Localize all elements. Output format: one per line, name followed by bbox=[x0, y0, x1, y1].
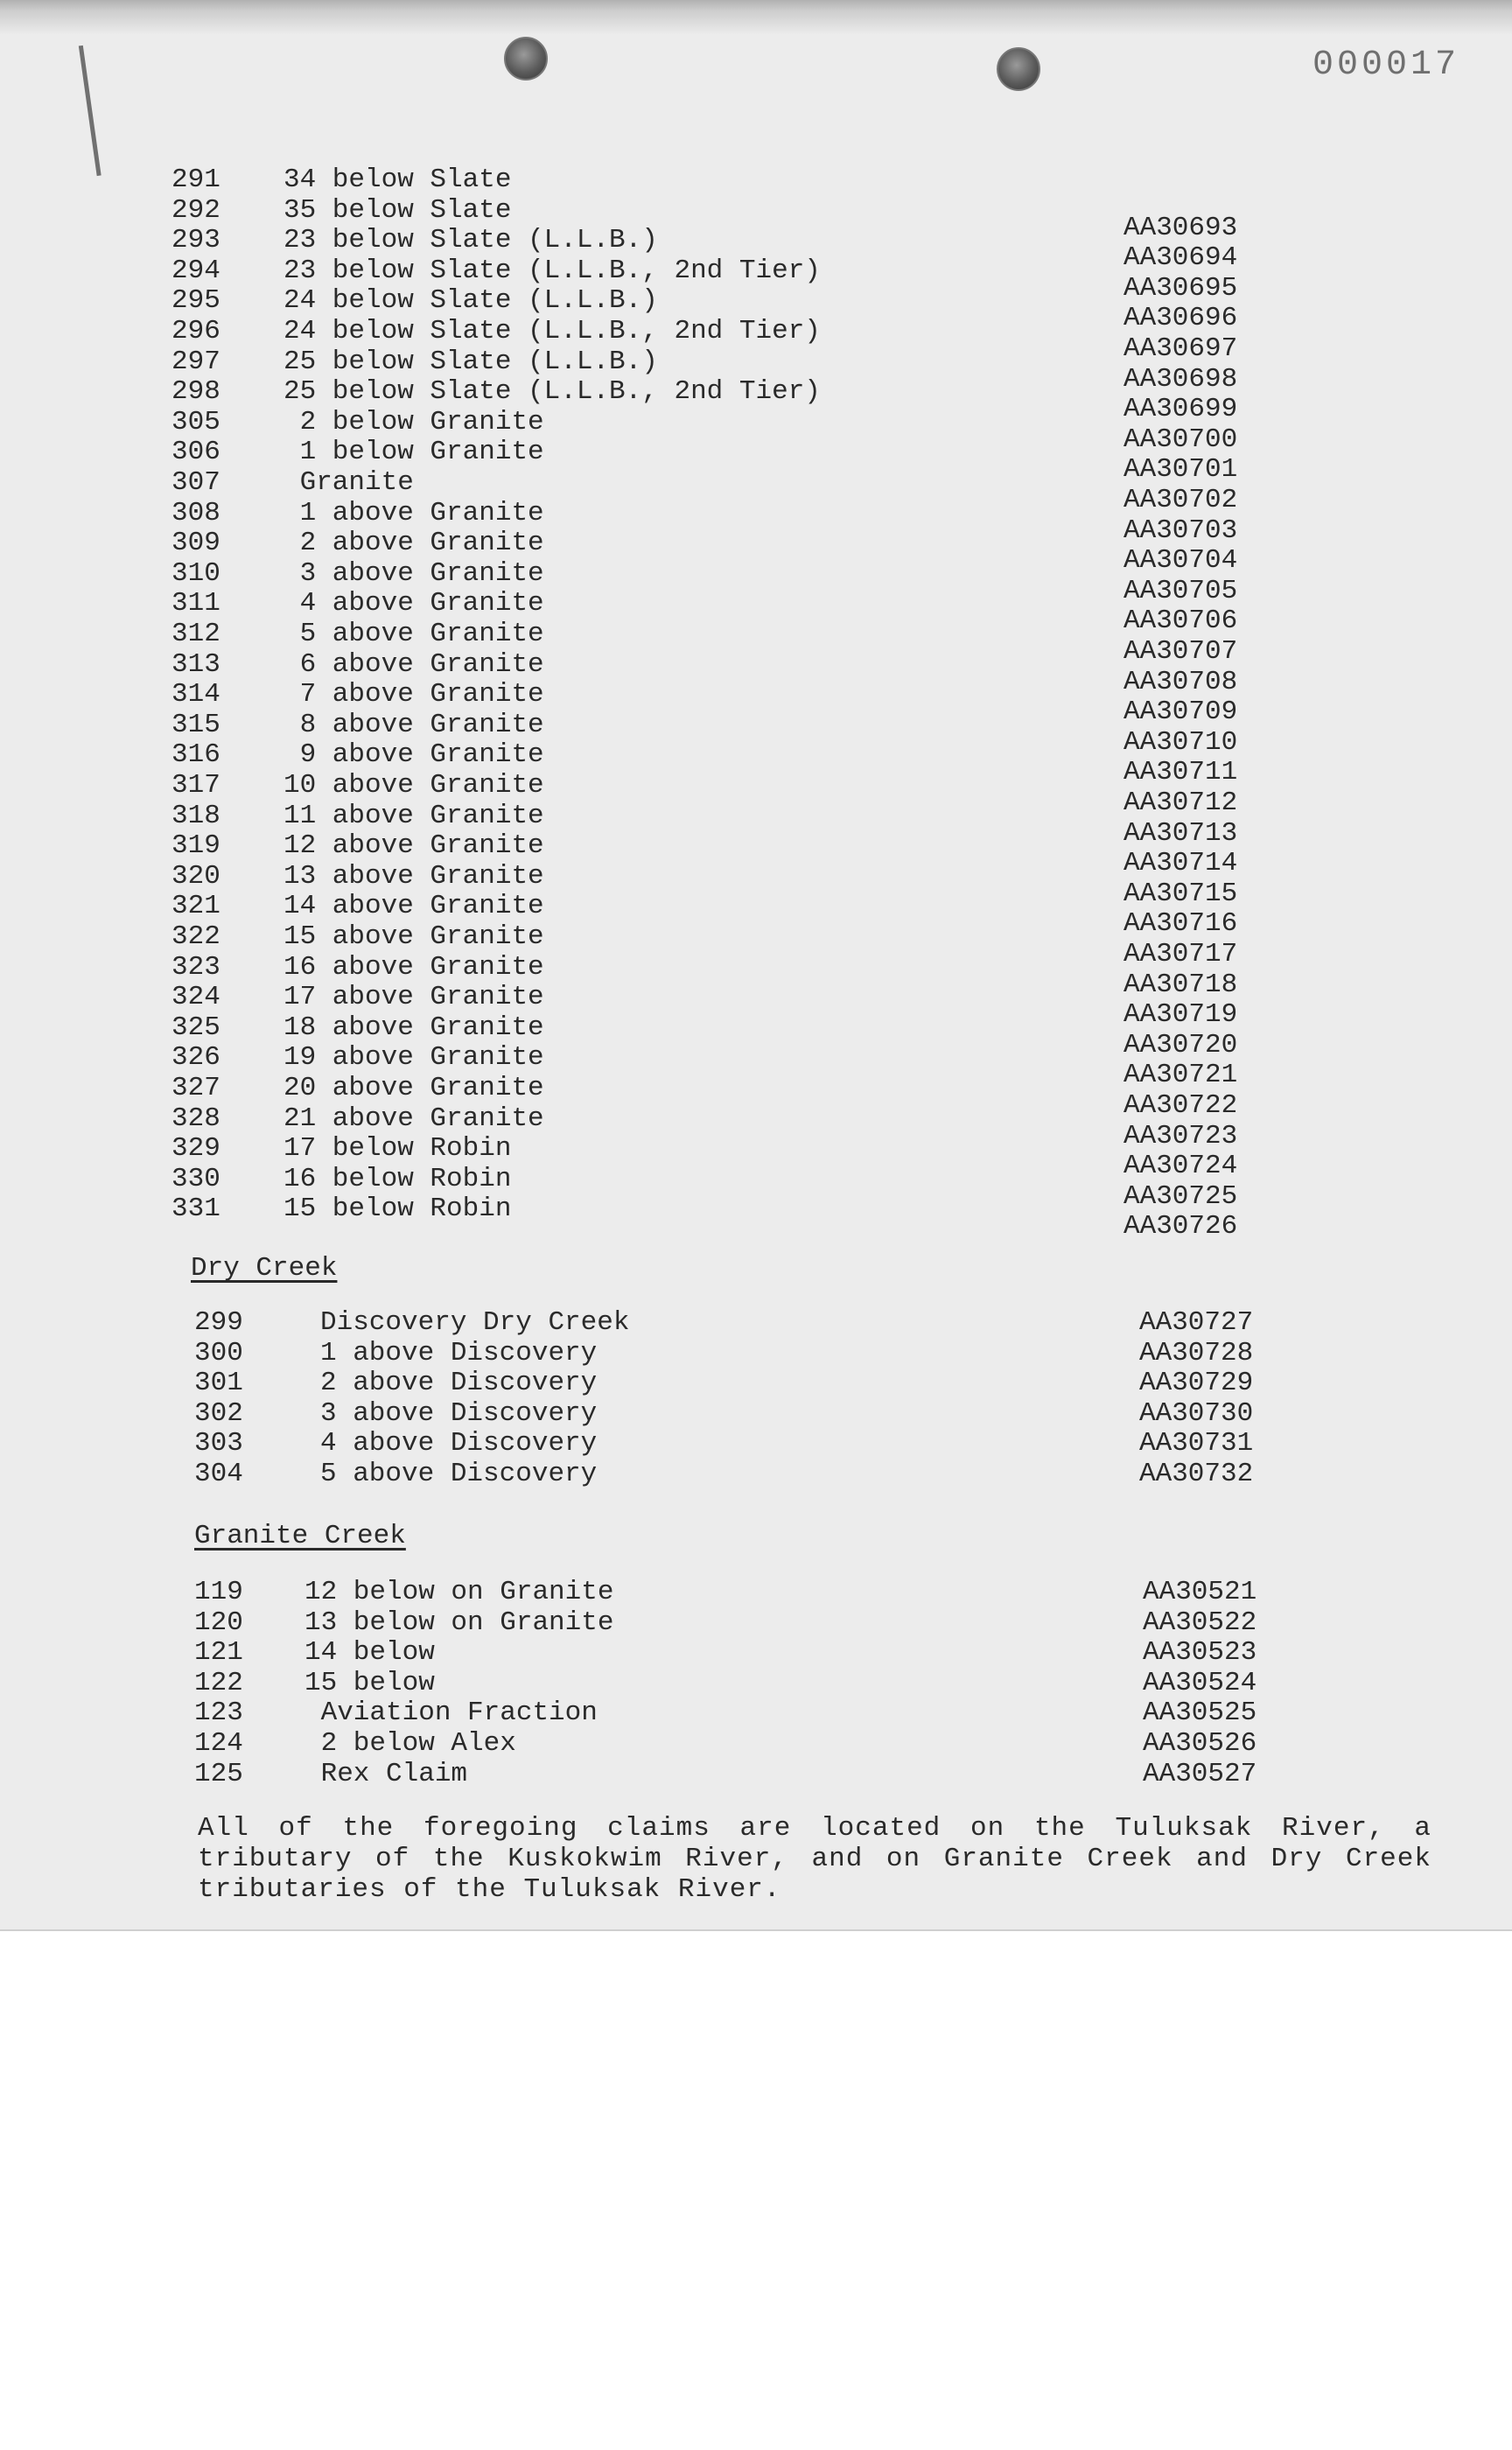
claim-serial: AA30702 bbox=[1124, 485, 1238, 515]
claim-row bbox=[0, 1430, 1512, 1460]
claim-description: 13 above Granite bbox=[284, 860, 544, 892]
claim-number: 310 bbox=[172, 557, 220, 589]
claim-row bbox=[0, 1606, 1512, 1639]
claim-number: 304 bbox=[194, 1459, 243, 1489]
claim-description: Discovery Dry Creek bbox=[320, 1307, 630, 1338]
claim-row bbox=[0, 1460, 1512, 1490]
claim-description: 15 above Granite bbox=[284, 921, 544, 952]
claim-number: 315 bbox=[172, 709, 220, 740]
claim-description: 3 above Discovery bbox=[320, 1397, 598, 1429]
claim-description: 14 below bbox=[304, 1637, 435, 1669]
claim-description: 2 above Granite bbox=[284, 528, 544, 559]
claim-description: 14 above Granite bbox=[284, 891, 544, 922]
claim-description: 23 below Slate (L.L.B.) bbox=[284, 225, 658, 256]
claim-description: Rex Claim bbox=[304, 1758, 468, 1789]
claim-number: 292 bbox=[172, 194, 220, 226]
claim-number: 306 bbox=[172, 437, 220, 468]
claim-serial: AA30715 bbox=[1124, 878, 1238, 909]
claim-description: 25 below Slate (L.L.B.) bbox=[284, 346, 658, 377]
claim-serial: AA30706 bbox=[1124, 606, 1238, 637]
claim-number: 327 bbox=[172, 1073, 220, 1103]
claim-serial: AA30717 bbox=[1124, 939, 1238, 970]
claim-number: 331 bbox=[172, 1194, 220, 1225]
claim-description: 1 above Discovery bbox=[320, 1337, 598, 1368]
claim-serial: AA30701 bbox=[1124, 454, 1238, 486]
claim-row bbox=[0, 1578, 1512, 1608]
claim-serial: AA30721 bbox=[1124, 1060, 1238, 1091]
claim-description: 1 above Granite bbox=[284, 497, 544, 528]
claim-serial: AA30722 bbox=[1124, 1090, 1238, 1121]
claim-number: 119 bbox=[194, 1577, 243, 1607]
claim-number: 311 bbox=[172, 588, 220, 620]
claim-serial: AA30705 bbox=[1124, 575, 1238, 606]
claim-serial: AA30694 bbox=[1124, 242, 1238, 274]
claim-serial: AA30708 bbox=[1124, 666, 1238, 697]
claim-row bbox=[0, 1309, 1512, 1339]
claim-number: 326 bbox=[172, 1042, 220, 1074]
claim-description: Aviation Fraction bbox=[304, 1698, 598, 1729]
claim-serial: AA30525 bbox=[1143, 1698, 1257, 1729]
claim-number: 321 bbox=[172, 891, 220, 922]
claim-description: 18 above Granite bbox=[284, 1012, 544, 1043]
claim-description: 17 above Granite bbox=[284, 982, 544, 1013]
claim-description: 2 below Alex bbox=[304, 1728, 516, 1759]
claim-number: 300 bbox=[194, 1337, 243, 1368]
claim-serial: AA30731 bbox=[1139, 1428, 1254, 1460]
claim-description: 19 above Granite bbox=[284, 1042, 544, 1074]
claim-number: 121 bbox=[194, 1637, 243, 1669]
claim-description: 34 below Slate bbox=[284, 164, 512, 195]
claim-description: 12 above Granite bbox=[284, 830, 544, 862]
claim-number: 307 bbox=[172, 467, 220, 498]
claim-description: 1 below Granite bbox=[284, 437, 544, 468]
claim-description: 15 below Robin bbox=[284, 1194, 512, 1225]
claim-serial: AA30704 bbox=[1124, 545, 1238, 577]
claim-row bbox=[0, 1730, 1512, 1760]
claim-number: 322 bbox=[172, 921, 220, 952]
claim-serial: AA30723 bbox=[1124, 1120, 1238, 1152]
claim-number: 316 bbox=[172, 739, 220, 771]
claim-row bbox=[0, 1699, 1512, 1729]
claim-serial: AA30718 bbox=[1124, 969, 1238, 1000]
claim-serial: AA30527 bbox=[1143, 1758, 1257, 1789]
claim-number: 319 bbox=[172, 830, 220, 862]
granite-creek-heading: Granite Creek bbox=[194, 1521, 406, 1551]
claim-description: Granite bbox=[284, 467, 414, 498]
claim-serial: AA30712 bbox=[1124, 788, 1238, 818]
claim-number: 309 bbox=[172, 528, 220, 559]
claim-description: 9 above Granite bbox=[284, 739, 544, 771]
claim-number: 308 bbox=[172, 497, 220, 528]
dry-creek-heading: Dry Creek bbox=[191, 1253, 338, 1284]
claim-serial: AA30719 bbox=[1124, 999, 1238, 1031]
claim-description: 35 below Slate bbox=[284, 194, 512, 226]
claim-serial: AA30703 bbox=[1124, 514, 1238, 546]
claim-row bbox=[0, 1639, 1512, 1669]
punch-hole-left bbox=[504, 37, 548, 80]
claim-row bbox=[0, 166, 1512, 196]
footer-note: All of the foregoing claims are located on the Tuluksak River, a tributary of the Kuskokwim River, and on Granite Creek and Dry Creek tributaries of the Tuluksak River. bbox=[198, 1813, 1432, 1905]
claim-description: 2 above Discovery bbox=[320, 1368, 598, 1399]
claim-number: 120 bbox=[194, 1606, 243, 1638]
claim-serial: AA30716 bbox=[1124, 908, 1238, 940]
claim-number: 122 bbox=[194, 1667, 243, 1698]
claim-number: 325 bbox=[172, 1012, 220, 1043]
claim-description: 3 above Granite bbox=[284, 557, 544, 589]
claim-serial: AA30725 bbox=[1124, 1180, 1238, 1212]
claim-number: 124 bbox=[194, 1728, 243, 1759]
page-number: 000017 bbox=[1312, 46, 1460, 85]
claim-description: 25 below Slate (L.L.B., 2nd Tier) bbox=[284, 376, 821, 408]
claim-serial: AA30730 bbox=[1139, 1397, 1254, 1429]
claim-number: 293 bbox=[172, 225, 220, 256]
claim-serial: AA30696 bbox=[1124, 303, 1238, 334]
claim-number: 303 bbox=[194, 1428, 243, 1460]
claim-description: 7 above Granite bbox=[284, 679, 544, 710]
claim-serial: AA30709 bbox=[1124, 696, 1238, 728]
claim-serial: AA30732 bbox=[1139, 1459, 1254, 1489]
claim-serial: AA30699 bbox=[1124, 394, 1238, 425]
claim-description: 5 above Discovery bbox=[320, 1459, 598, 1489]
claim-description: 23 below Slate (L.L.B., 2nd Tier) bbox=[284, 255, 821, 286]
claim-row bbox=[0, 1397, 1512, 1430]
claim-number: 123 bbox=[194, 1698, 243, 1729]
claim-serial: AA30698 bbox=[1124, 363, 1238, 395]
claim-description: 4 above Granite bbox=[284, 588, 544, 620]
claim-serial: AA30521 bbox=[1143, 1577, 1257, 1607]
corner-pen-mark bbox=[79, 39, 144, 176]
claim-number: 302 bbox=[194, 1397, 243, 1429]
claim-number: 295 bbox=[172, 285, 220, 317]
claim-serial: AA30693 bbox=[1124, 212, 1238, 243]
claim-number: 324 bbox=[172, 982, 220, 1013]
claim-number: 294 bbox=[172, 255, 220, 286]
claim-serial: AA30522 bbox=[1143, 1606, 1257, 1638]
claim-serial: AA30524 bbox=[1143, 1667, 1257, 1698]
claim-serial: AA30726 bbox=[1124, 1211, 1238, 1242]
claim-description: 6 above Granite bbox=[284, 648, 544, 680]
claim-number: 329 bbox=[172, 1133, 220, 1165]
claim-serial: AA30700 bbox=[1124, 424, 1238, 455]
claim-number: 323 bbox=[172, 951, 220, 983]
claim-description: 20 above Granite bbox=[284, 1073, 544, 1103]
claim-serial: AA30720 bbox=[1124, 1029, 1238, 1060]
claim-serial: AA30711 bbox=[1124, 757, 1238, 788]
claim-description: 24 below Slate (L.L.B.) bbox=[284, 285, 658, 317]
claim-number: 291 bbox=[172, 164, 220, 195]
claim-serial: AA30727 bbox=[1139, 1307, 1254, 1338]
claim-serial: AA30714 bbox=[1124, 848, 1238, 879]
claim-number: 314 bbox=[172, 679, 220, 710]
claim-serial: AA30707 bbox=[1124, 636, 1238, 667]
claim-number: 313 bbox=[172, 648, 220, 680]
claim-serial: AA30713 bbox=[1124, 817, 1238, 849]
claim-number: 318 bbox=[172, 800, 220, 831]
claim-description: 21 above Granite bbox=[284, 1102, 544, 1134]
claim-serial: AA30697 bbox=[1124, 333, 1238, 364]
claim-row bbox=[0, 1369, 1512, 1399]
claim-description: 4 above Discovery bbox=[320, 1428, 598, 1460]
claim-number: 299 bbox=[194, 1307, 243, 1338]
claim-serial: AA30526 bbox=[1143, 1728, 1257, 1759]
claim-description: 24 below Slate (L.L.B., 2nd Tier) bbox=[284, 316, 821, 346]
claim-number: 328 bbox=[172, 1102, 220, 1134]
claim-serial: AA30728 bbox=[1139, 1337, 1254, 1368]
claim-number: 301 bbox=[194, 1368, 243, 1399]
claim-number: 312 bbox=[172, 619, 220, 649]
claim-description: 2 below Granite bbox=[284, 406, 544, 438]
claim-description: 10 above Granite bbox=[284, 770, 544, 801]
claim-serial: AA30695 bbox=[1124, 272, 1238, 304]
claim-number: 305 bbox=[172, 406, 220, 438]
claim-number: 330 bbox=[172, 1163, 220, 1194]
claim-description: 5 above Granite bbox=[284, 619, 544, 649]
claim-number: 298 bbox=[172, 376, 220, 408]
claim-description: 8 above Granite bbox=[284, 709, 544, 740]
claim-description: 15 below bbox=[304, 1667, 435, 1698]
scan-top-edge bbox=[0, 0, 1512, 35]
punch-hole-right bbox=[997, 47, 1040, 91]
claim-row bbox=[0, 1337, 1512, 1369]
claim-serial: AA30724 bbox=[1124, 1151, 1238, 1182]
claim-serial: AA30729 bbox=[1139, 1368, 1254, 1399]
claim-number: 320 bbox=[172, 860, 220, 892]
claim-row bbox=[0, 1760, 1512, 1790]
claim-description: 11 above Granite bbox=[284, 800, 544, 831]
claim-row bbox=[0, 437, 1512, 486]
claim-number: 296 bbox=[172, 316, 220, 346]
claim-description: 17 below Robin bbox=[284, 1133, 512, 1165]
claim-number: 317 bbox=[172, 770, 220, 801]
claim-serial: AA30523 bbox=[1143, 1637, 1257, 1669]
claim-description: 16 above Granite bbox=[284, 951, 544, 983]
claim-description: 12 below on Granite bbox=[304, 1577, 614, 1607]
claim-serial: AA30710 bbox=[1124, 726, 1238, 758]
claim-row bbox=[0, 1667, 1512, 1699]
claim-row bbox=[0, 1194, 1512, 1242]
claim-description: 13 below on Granite bbox=[304, 1606, 614, 1638]
claim-description: 16 below Robin bbox=[284, 1163, 512, 1194]
claim-number: 297 bbox=[172, 346, 220, 377]
claim-number: 125 bbox=[194, 1758, 243, 1789]
